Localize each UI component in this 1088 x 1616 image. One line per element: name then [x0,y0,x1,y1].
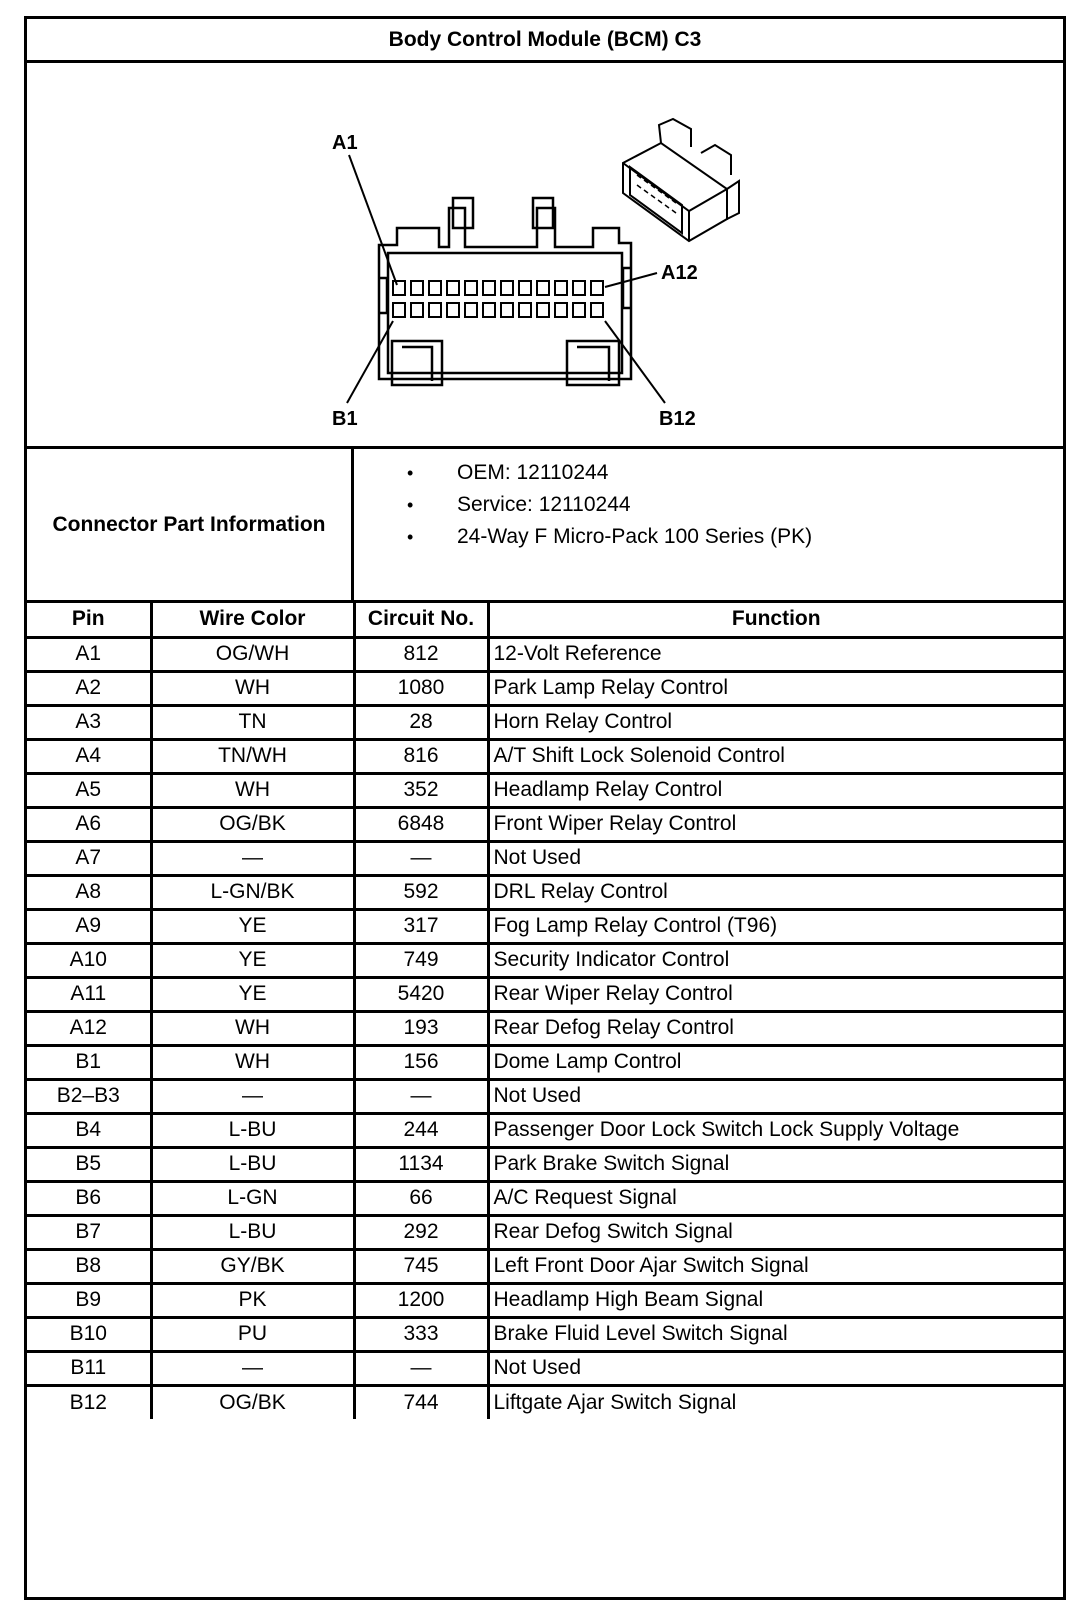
cell-wire-color: WH [151,1011,354,1045]
cell-wire-color: L-BU [151,1215,354,1249]
cell-pin: B12 [27,1385,151,1419]
cell-pin: A9 [27,909,151,943]
cell-function: Park Lamp Relay Control [488,671,1063,705]
table-row [27,807,1063,841]
cell-circuit-no: 66 [354,1181,488,1215]
table-row [27,875,1063,909]
cell-function: Rear Defog Switch Signal [488,1215,1063,1249]
cell-wire-color: TN/WH [151,739,354,773]
cell-function: Rear Wiper Relay Control [488,977,1063,1011]
table-row [27,637,1063,671]
cell-circuit-no: 28 [354,705,488,739]
header-wire-color: Wire Color [151,603,354,637]
header-pin: Pin [27,603,151,637]
cell-circuit-no: 352 [354,773,488,807]
cell-function: Not Used [488,841,1063,875]
table-row [27,1147,1063,1181]
cell-circuit-no: 749 [354,943,488,977]
pin-leader-lines [347,155,665,403]
cell-circuit-no: 1080 [354,671,488,705]
cell-function: Passenger Door Lock Switch Lock Supply Voltage [488,1113,1063,1147]
cell-circuit-no: 333 [354,1317,488,1351]
table-row [27,1215,1063,1249]
page-title: Body Control Module (BCM) C3 [27,19,1063,63]
cell-wire-color: — [151,841,354,875]
cell-wire-color: YE [151,909,354,943]
cell-pin: A1 [27,637,151,671]
cell-wire-color: OG/BK [151,807,354,841]
cell-function: A/C Request Signal [488,1181,1063,1215]
header-function: Function [488,603,1063,637]
cell-pin: B6 [27,1181,151,1215]
cell-wire-color: L-BU [151,1147,354,1181]
cell-circuit-no: 1134 [354,1147,488,1181]
cell-pin: B10 [27,1317,151,1351]
cell-circuit-no: 317 [354,909,488,943]
connector-face-drawing [27,63,1063,446]
connector-face-outline [379,198,631,385]
pin-label-b1: B1 [332,408,358,430]
cavity-row-a [393,281,603,295]
table-row [27,1249,1063,1283]
cell-wire-color: OG/BK [151,1385,354,1419]
table-row [27,1317,1063,1351]
pin-label-a12: A12 [661,262,698,284]
cell-circuit-no: — [354,1351,488,1385]
table-row [27,1351,1063,1385]
bullet-icon: • [407,495,414,515]
cell-pin: B7 [27,1215,151,1249]
pin-label-a1: A1 [332,132,358,154]
table-row [27,1011,1063,1045]
cell-wire-color: WH [151,1045,354,1079]
cell-pin: B8 [27,1249,151,1283]
cell-circuit-no: 744 [354,1385,488,1419]
cell-function: 12-Volt Reference [488,637,1063,671]
cell-circuit-no: 193 [354,1011,488,1045]
cell-pin: A8 [27,875,151,909]
cell-function: Brake Fluid Level Switch Signal [488,1317,1063,1351]
cell-function: Left Front Door Ajar Switch Signal [488,1249,1063,1283]
table-row [27,1045,1063,1079]
table-row [27,1283,1063,1317]
cell-function: Park Brake Switch Signal [488,1147,1063,1181]
cell-circuit-no: 6848 [354,807,488,841]
table-row [27,977,1063,1011]
table-row [27,909,1063,943]
cell-pin: A3 [27,705,151,739]
cell-wire-color: — [151,1079,354,1113]
cell-function: Dome Lamp Control [488,1045,1063,1079]
cell-wire-color: — [151,1351,354,1385]
cell-circuit-no: 292 [354,1215,488,1249]
cell-function: Headlamp Relay Control [488,773,1063,807]
connector-diagram [27,63,1063,449]
cell-pin: B4 [27,1113,151,1147]
cell-wire-color: L-GN [151,1181,354,1215]
part-info-item: • 24-Way F Micro-Pack 100 Series (PK) [407,521,812,553]
cell-circuit-no: 244 [354,1113,488,1147]
cell-function: Horn Relay Control [488,705,1063,739]
cell-pin: A2 [27,671,151,705]
table-row [27,1181,1063,1215]
cell-circuit-no: — [354,1079,488,1113]
cell-circuit-no: 745 [354,1249,488,1283]
cavity-row-b [393,303,603,317]
bullet-icon: • [407,527,414,547]
cell-wire-color: YE [151,943,354,977]
cell-wire-color: WH [151,773,354,807]
cell-wire-color: PU [151,1317,354,1351]
cell-circuit-no: 592 [354,875,488,909]
cell-wire-color: L-GN/BK [151,875,354,909]
part-info-heading: Connector Part Information [27,449,354,600]
cell-function: Fog Lamp Relay Control (T96) [488,909,1063,943]
cell-wire-color: TN [151,705,354,739]
cell-wire-color: WH [151,671,354,705]
cell-pin: B5 [27,1147,151,1181]
cell-pin: B11 [27,1351,151,1385]
cell-function: Security Indicator Control [488,943,1063,977]
part-info-list [407,457,812,553]
bullet-icon: • [407,463,414,483]
cell-function: DRL Relay Control [488,875,1063,909]
connector-isometric-icon [623,119,739,241]
cell-pin: A10 [27,943,151,977]
part-info-item: • Service: 12110244 [407,489,812,521]
cell-pin: B1 [27,1045,151,1079]
header-circuit-no: Circuit No. [354,603,488,637]
table-header-row [27,603,1063,637]
cell-pin: B9 [27,1283,151,1317]
cell-function: Not Used [488,1079,1063,1113]
pinout-table [27,603,1063,1419]
cell-circuit-no: 5420 [354,977,488,1011]
table-row [27,773,1063,807]
cell-circuit-no: — [354,841,488,875]
cell-wire-color: GY/BK [151,1249,354,1283]
cell-circuit-no: 816 [354,739,488,773]
table-row [27,1113,1063,1147]
connector-sheet [24,16,1066,1600]
cell-function: Rear Defog Relay Control [488,1011,1063,1045]
table-row [27,1079,1063,1113]
table-row [27,841,1063,875]
cell-pin: A7 [27,841,151,875]
cell-pin: A11 [27,977,151,1011]
cell-circuit-no: 1200 [354,1283,488,1317]
cell-wire-color: PK [151,1283,354,1317]
cell-function: Headlamp High Beam Signal [488,1283,1063,1317]
cell-pin: A5 [27,773,151,807]
connector-part-info [27,449,1063,603]
cell-pin: B2–B3 [27,1079,151,1113]
table-row [27,1385,1063,1419]
cell-function: A/T Shift Lock Solenoid Control [488,739,1063,773]
cell-function: Front Wiper Relay Control [488,807,1063,841]
cell-circuit-no: 156 [354,1045,488,1079]
cell-pin: A6 [27,807,151,841]
cell-wire-color: L-BU [151,1113,354,1147]
table-row [27,671,1063,705]
part-info-item: • OEM: 12110244 [407,457,812,489]
table-row [27,943,1063,977]
table-row [27,739,1063,773]
pin-label-b12: B12 [659,408,696,430]
cell-wire-color: OG/WH [151,637,354,671]
table-row [27,705,1063,739]
cell-pin: A12 [27,1011,151,1045]
cell-function: Liftgate Ajar Switch Signal [488,1385,1063,1419]
cell-circuit-no: 812 [354,637,488,671]
cell-pin: A4 [27,739,151,773]
cell-wire-color: YE [151,977,354,1011]
cell-function: Not Used [488,1351,1063,1385]
